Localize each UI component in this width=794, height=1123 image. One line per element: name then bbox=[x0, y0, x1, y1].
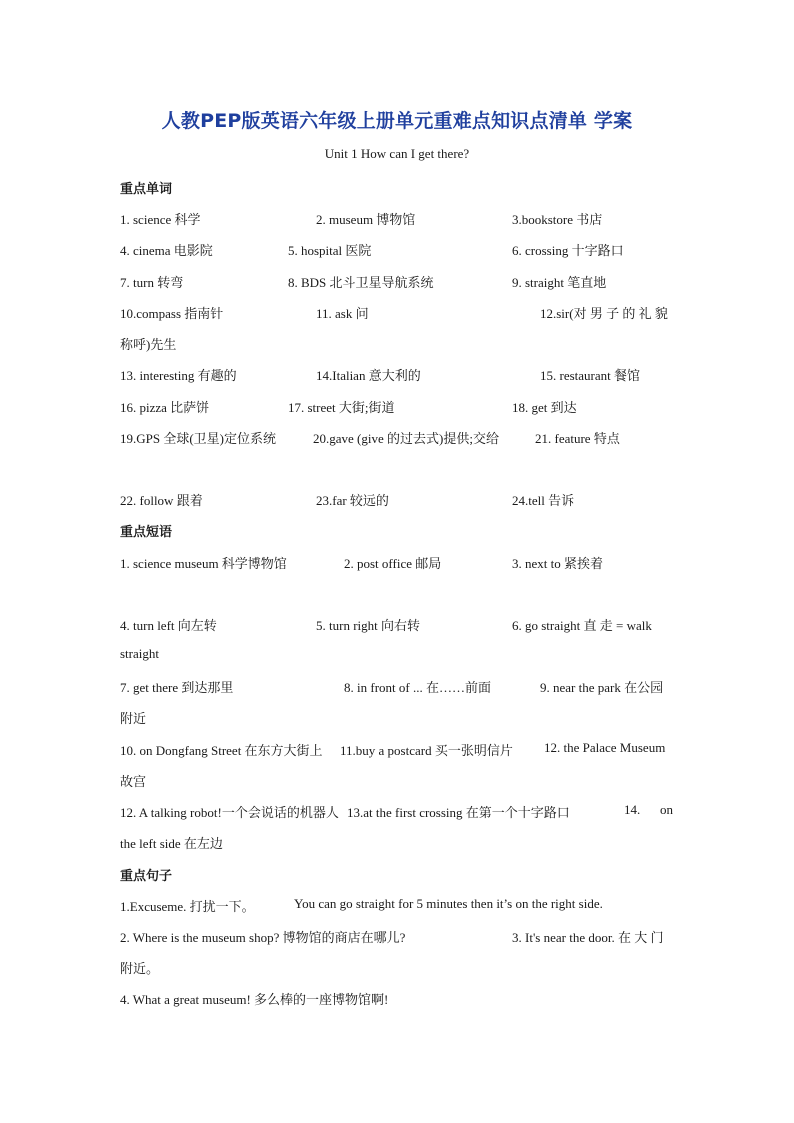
word-row-6 bbox=[0, 397, 794, 417]
phrase-item: 11.buy a postcard 买一张明信片 bbox=[340, 743, 513, 758]
word-item: 11. ask 问 bbox=[316, 306, 369, 321]
phrase-item: 7. get there 到达那里 bbox=[120, 680, 234, 695]
phrase-item: 6. go straight 直 走 = walk bbox=[512, 618, 652, 633]
phrase-row-5-continued: the left side 在左边 bbox=[120, 836, 223, 851]
unit-subtitle: Unit 1 How can I get there? bbox=[324, 146, 470, 161]
word-item: 8. BDS 北斗卫星导航系统 bbox=[288, 275, 434, 290]
word-item: 19.GPS 全球(卫星)定位系统 bbox=[120, 431, 277, 446]
word-item: 18. get 到达 bbox=[512, 400, 577, 415]
phrase-row-3 bbox=[0, 677, 794, 697]
sentence-item: You can go straight for 5 minutes then it’s on the right side. bbox=[294, 896, 603, 911]
word-item: 4. cinema 电影院 bbox=[120, 243, 213, 258]
word-item: 10.compass 指南针 bbox=[120, 306, 224, 321]
sentence-item: 3. It's near the door. 在 大 门 bbox=[512, 930, 664, 945]
sentence-row-2-continued: 附近。 bbox=[120, 961, 160, 976]
phrase-row-1 bbox=[0, 553, 794, 573]
phrase-item: 10. on Dongfang Street 在东方大街上 bbox=[120, 743, 323, 758]
word-item: 1. science 科学 bbox=[120, 212, 201, 227]
word-item: 21. feature 特点 bbox=[535, 431, 620, 446]
key-phrases-heading: 重点短语 bbox=[120, 525, 173, 540]
key-sentences-heading: 重点句子 bbox=[120, 869, 173, 884]
phrase-item: 3. next to 紧挨着 bbox=[512, 556, 603, 571]
phrase-item: on bbox=[660, 802, 673, 817]
phrase-row-5 bbox=[0, 802, 794, 822]
phrase-item: 2. post office 邮局 bbox=[344, 556, 442, 571]
word-row-3 bbox=[0, 272, 794, 292]
phrase-row-4 bbox=[0, 740, 794, 760]
word-item: 14.Italian 意大利的 bbox=[316, 368, 421, 383]
sentence-row-2 bbox=[0, 927, 794, 947]
word-item: 20.gave (give 的过去式)提供;交给 bbox=[313, 431, 499, 446]
word-item: 3.bookstore 书店 bbox=[512, 212, 603, 227]
word-row-2 bbox=[0, 240, 794, 260]
word-item: 22. follow 跟着 bbox=[120, 493, 203, 508]
phrase-item: 1. science museum 科学博物馆 bbox=[120, 556, 287, 571]
word-item: 9. straight 笔直地 bbox=[512, 275, 607, 290]
phrase-row-3-continued: 附近 bbox=[120, 711, 147, 726]
word-item: 5. hospital 医院 bbox=[288, 243, 372, 258]
phrase-item: 8. in front of ... 在……前面 bbox=[344, 680, 491, 695]
word-row-8 bbox=[0, 490, 794, 510]
key-words-heading: 重点单词 bbox=[120, 182, 173, 197]
document-title: 人教PEP版英语六年级上册单元重难点知识点清单 学案 bbox=[161, 110, 633, 132]
phrase-row-4-continued: 故宫 bbox=[120, 774, 147, 789]
word-row-5 bbox=[0, 365, 794, 385]
word-item: 23.far 较远的 bbox=[316, 493, 389, 508]
word-item: 15. restaurant 餐馆 bbox=[540, 368, 641, 383]
phrase-item: 14. bbox=[624, 802, 641, 817]
phrase-item: 9. near the park 在公园 bbox=[540, 680, 664, 695]
word-item: 17. street 大街;街道 bbox=[288, 400, 395, 415]
phrase-item: 4. turn left 向左转 bbox=[120, 618, 217, 633]
word-row-1 bbox=[0, 209, 794, 229]
word-item: 24.tell 告诉 bbox=[512, 493, 575, 508]
phrase-row-2 bbox=[0, 615, 794, 635]
phrase-item: 12. the Palace Museum bbox=[544, 740, 666, 755]
word-row-4-continued: 称呼)先生 bbox=[120, 337, 177, 352]
word-item: 6. crossing 十字路口 bbox=[512, 243, 624, 258]
sentence-item: 2. Where is the museum shop? 博物馆的商店在哪儿? bbox=[120, 930, 406, 945]
phrase-item: 13.at the first crossing 在第一个十字路口 bbox=[347, 805, 570, 820]
word-item: 12.sir(对 男 子 的 礼 貌 bbox=[540, 306, 668, 321]
word-row-7 bbox=[0, 428, 794, 448]
word-item: 7. turn 转弯 bbox=[120, 275, 184, 290]
phrase-item: 5. turn right 向右转 bbox=[316, 618, 420, 633]
word-item: 16. pizza 比萨饼 bbox=[120, 400, 210, 415]
word-item: 2. museum 博物馆 bbox=[316, 212, 416, 227]
word-item: 13. interesting 有趣的 bbox=[120, 368, 237, 383]
sentence-row-4: 4. What a great museum! 多么棒的一座博物馆啊! bbox=[120, 992, 389, 1007]
sentence-row-1 bbox=[0, 896, 794, 916]
phrase-item: 12. A talking robot!一个会说话的机器人 bbox=[120, 805, 339, 820]
word-row-4 bbox=[0, 303, 794, 323]
sentence-item: 1.Excuseme. 打扰一下。 bbox=[120, 899, 255, 914]
phrase-row-2-continued: straight bbox=[120, 646, 159, 661]
